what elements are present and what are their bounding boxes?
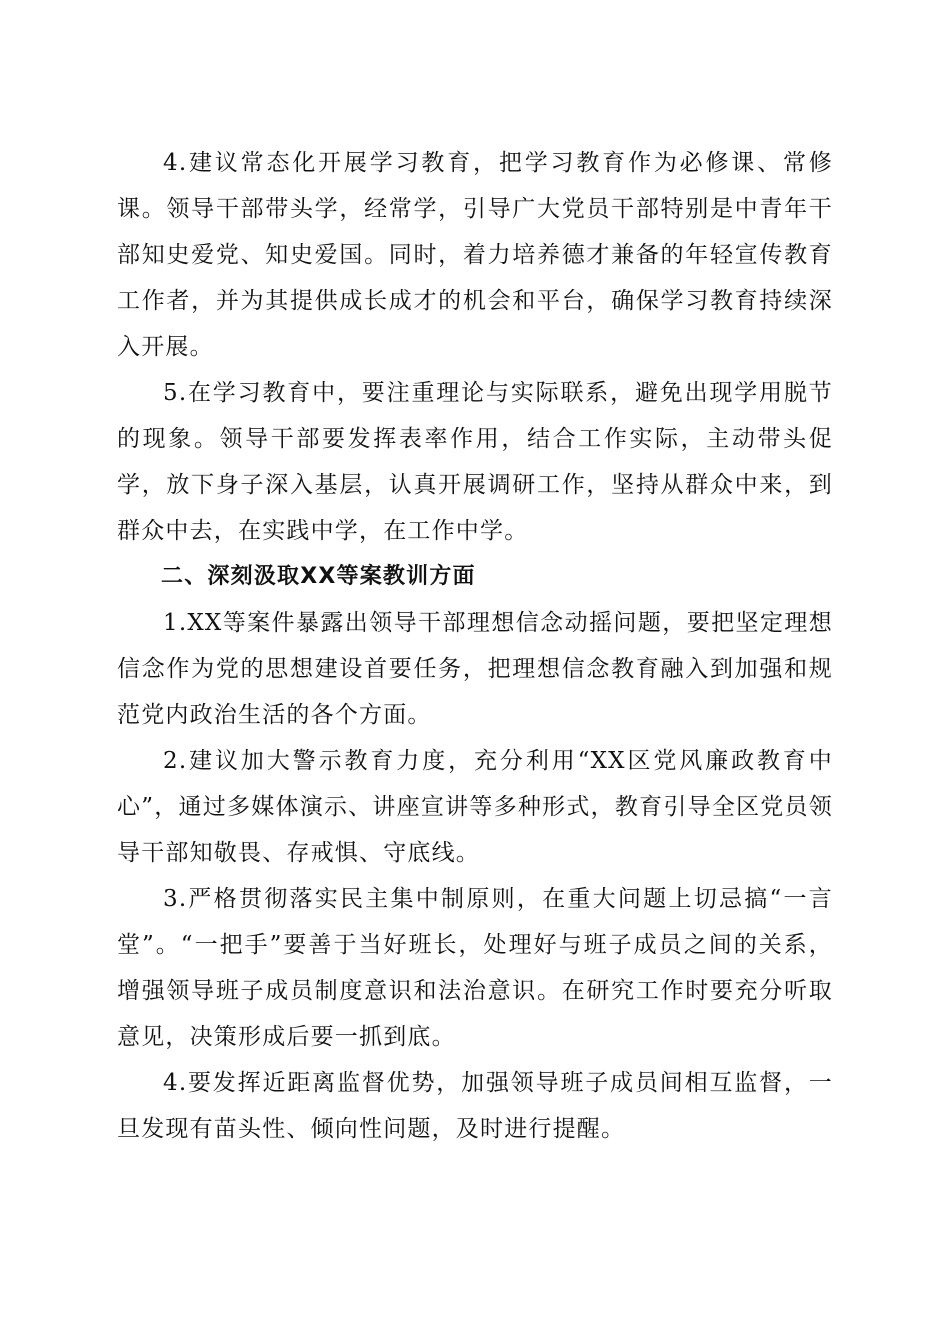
document-body bbox=[117, 140, 833, 1152]
section-heading: 二、深刻汲取XX等案教训方面 bbox=[161, 564, 476, 589]
paragraph-item-4: 4.建议常态化开展学习教育，把学习教育作为必修课、常修课。领导干部带头学，经常学，引导广大党员干部特别是中青年干部知史爱党、知史爱国。同时，着力培养德才兼备的年轻宣传教育工作者，并为其提供成长成才的机会和平台，确保学习教育持续深入开展。 bbox=[117, 150, 833, 360]
paragraph-lesson-1: 1.XX等案件暴露出领导干部理想信念动摇问题，要把坚定理想信念作为党的思想建设首要任务，把理想信念教育融入到加强和规范党内政治生活的各个方面。 bbox=[117, 610, 833, 728]
paragraph-lesson-4: 4.要发挥近距离监督优势，加强领导班子成员间相互监督，一旦发现有苗头性、倾向性问题，及时进行提醒。 bbox=[117, 1070, 833, 1142]
paragraph-item-5: 5.在学习教育中，要注重理论与实际联系，避免出现学用脱节的现象。领导干部要发挥表率作用，结合工作实际，主动带头促学，放下身子深入基层，认真开展调研工作，坚持从群众中来，到群众中去，在实践中学，在工作中学。 bbox=[117, 380, 833, 544]
paragraph-lesson-3: 3.严格贯彻落实民主集中制原则，在重大问题上切忌搞“一言堂”。“一把手”要善于当好班长，处理好与班子成员之间的关系，增强领导班子成员制度意识和法治意识。在研究工作时要充分听取意见，决策形成后要一抓到底。 bbox=[117, 886, 833, 1050]
paragraph-lesson-2: 2.建议加大警示教育力度，充分利用“XX区党风廉政教育中心”，通过多媒体演示、讲座宣讲等多种形式，教育引导全区党员领导干部知敬畏、存戒惧、守底线。 bbox=[117, 748, 833, 866]
